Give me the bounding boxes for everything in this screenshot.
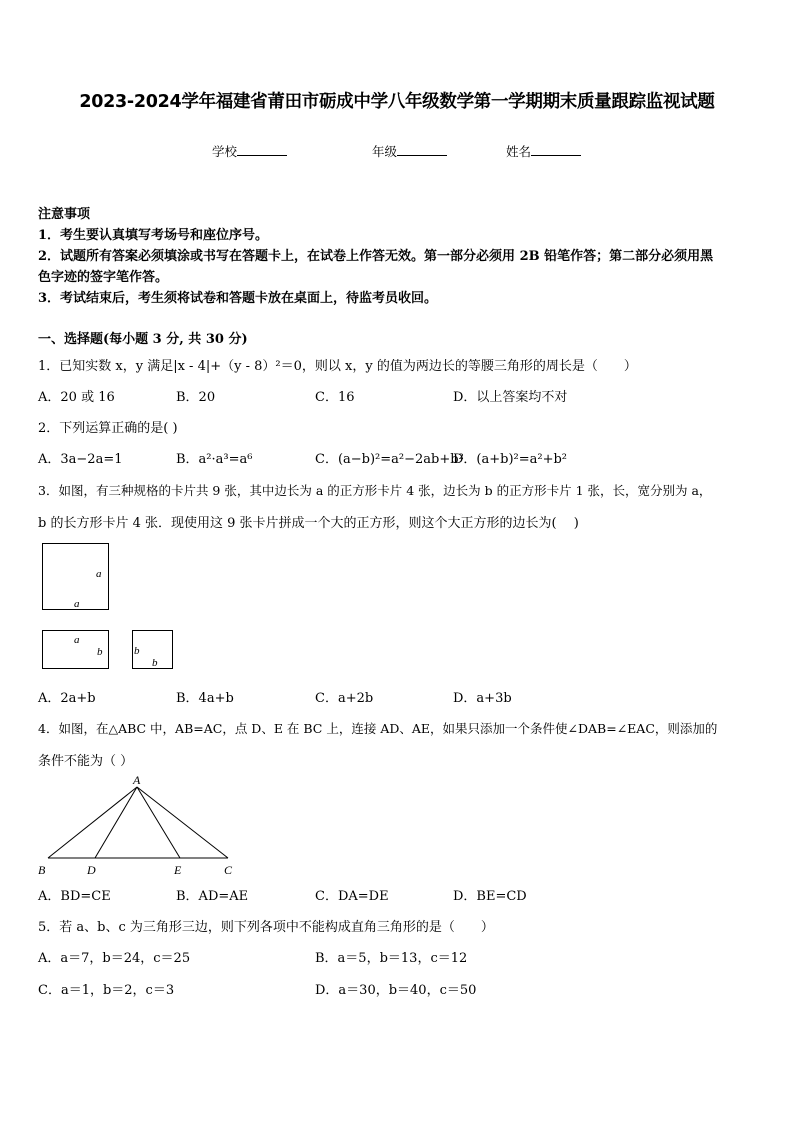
question-4-stem-line2: 条件不能为（ ） <box>38 754 134 769</box>
segment-ae <box>137 787 180 858</box>
school-label: 学校 <box>212 144 238 159</box>
name-blank[interactable] <box>531 143 581 156</box>
q3-option-c[interactable]: C．a+2b <box>315 691 374 706</box>
q4-option-a[interactable]: A．BD=CE <box>38 889 111 904</box>
page-title: 2023-2024学年福建省莆田市砺成中学八年级数学第一学期期末质量跟踪监视试题 <box>79 92 715 112</box>
card-figure <box>36 540 186 675</box>
q5-option-a[interactable]: A．a＝7，b＝24，c＝25 <box>38 951 191 966</box>
segment-ab <box>48 787 137 858</box>
name-field[interactable] <box>506 142 581 160</box>
question-3-stem-line1: 3．如图，有三种规格的卡片共 9 张，其中边长为 a 的正方形卡片 4 张，边长为 b 的正方形卡片 1 张，长，宽分别为 a， <box>38 483 712 498</box>
segment-ad <box>95 787 137 858</box>
figure-label: b <box>152 657 158 669</box>
segment-ac <box>137 787 228 858</box>
figure-label: a <box>74 598 80 610</box>
question-2-stem: 2．下列运算正确的是( ) <box>38 421 178 436</box>
note-item: 色字迹的签字笔作答。 <box>38 270 169 285</box>
section-heading: 一、选择题(每小题 3 分, 共 30 分) <box>38 332 248 347</box>
q5-option-c[interactable]: C．a＝1，b＝2，c＝3 <box>38 983 175 998</box>
grade-field[interactable] <box>372 142 447 160</box>
point-label-c: C <box>224 863 233 877</box>
q3-option-a[interactable]: A．2a+b <box>38 691 96 706</box>
point-label-e: E <box>174 863 182 877</box>
q3-option-d[interactable]: D．a+3b <box>453 691 512 706</box>
q1-option-a[interactable]: A．20 或 16 <box>38 390 115 405</box>
q1-option-d[interactable]: D．以上答案均不对 <box>453 390 568 405</box>
q2-option-b[interactable]: B．a²·a³=a⁶ <box>176 452 253 467</box>
figure-label: b <box>97 646 103 658</box>
q4-option-c[interactable]: C．DA=DE <box>315 889 389 904</box>
question-4-stem-line1: 4．如图，在△ABC 中，AB=AC，点 D、E 在 BC 上，连接 AD、AE，如果只添加一个条件使∠DAB=∠EAC，则添加的 <box>38 721 718 736</box>
grade-blank[interactable] <box>397 143 447 156</box>
figure-label: b <box>134 645 140 657</box>
notes-heading: 注意事项 <box>38 207 91 222</box>
note-item: 2．试题所有答案必须填涂或书写在答题卡上，在试卷上作答无效。第一部分必须用 2B 铅笔作答；第二部分必须用黑 <box>38 249 714 264</box>
triangle-figure <box>34 772 244 880</box>
point-label-a: A <box>133 773 141 787</box>
q4-option-b[interactable]: B．AD=AE <box>176 889 249 904</box>
question-3-stem-line2: b 的长方形卡片 4 张．现使用这 9 张卡片拼成一个大的正方形，则这个大正方形的边长为( ) <box>38 516 579 531</box>
note-item: 1．考生要认真填写考场号和座位序号。 <box>38 228 269 243</box>
name-label: 姓名 <box>506 144 532 159</box>
q4-option-d[interactable]: D．BE=CD <box>453 889 527 904</box>
q3-option-b[interactable]: B．4a+b <box>176 691 234 706</box>
q2-option-d[interactable]: D．(a+b)²=a²+b² <box>453 452 568 467</box>
q1-option-c[interactable]: C．16 <box>315 390 355 405</box>
figure-label: a <box>74 634 80 646</box>
q5-option-b[interactable]: B．a＝5，b＝13，c＝12 <box>315 951 468 966</box>
point-label-b: B <box>38 863 46 877</box>
note-item: 3．考试结束后，考生须将试卷和答题卡放在桌面上，待监考员收回。 <box>38 291 438 306</box>
q1-option-b[interactable]: B．20 <box>176 390 216 405</box>
q2-option-c[interactable]: C．(a−b)²=a²−2ab+b² <box>315 452 464 467</box>
school-field[interactable] <box>212 142 287 160</box>
q2-option-a[interactable]: A．3a−2a=1 <box>38 452 123 467</box>
point-label-d: D <box>87 863 96 877</box>
grade-label: 年级 <box>372 144 398 159</box>
question-5-stem: 5．若 a、b、c 为三角形三边，则下列各项中不能构成直角三角形的是（ ） <box>38 920 494 935</box>
q5-option-d[interactable]: D．a＝30，b＝40，c＝50 <box>315 983 477 998</box>
question-1-stem: 1．已知实数 x，y 满足|x - 4|+（y - 8）²＝0，则以 x，y 的值为两边长的等腰三角形的周长是（ ） <box>38 359 637 374</box>
figure-label: a <box>96 568 102 580</box>
school-blank[interactable] <box>237 143 287 156</box>
